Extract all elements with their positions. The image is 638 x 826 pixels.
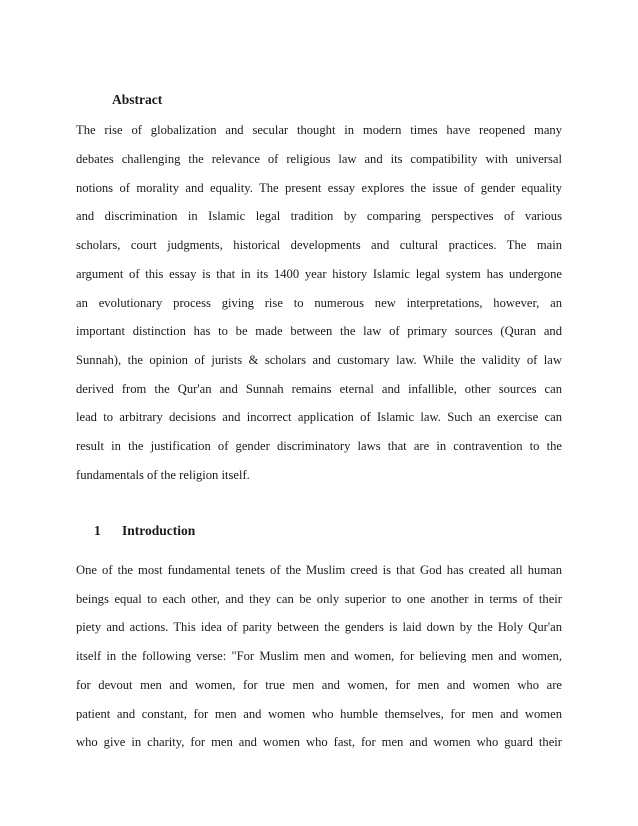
abstract-line: fundamentals of the religion itself.: [76, 468, 250, 482]
abstract-line: important distinction has to be made between the law of primary sources (Quran and: [76, 324, 562, 338]
abstract-line: The rise of globalization and secular thought in modern times have reopened many: [76, 123, 562, 137]
section-number: 1: [94, 523, 101, 538]
abstract-line: lead to arbitrary decisions and incorrect application of Islamic law. Such an exercise can: [76, 410, 562, 424]
abstract-line: argument of this essay is that in its 1400 year history Islamic legal system has undergone: [76, 267, 562, 281]
abstract-line: scholars, court judgments, historical developments and cultural practices. The main: [76, 238, 562, 252]
abstract-line: result in the justification of gender discriminatory laws that are in contravention to the: [76, 439, 562, 453]
intro-line: patient and constant, for men and women who humble themselves, for men and women: [76, 707, 562, 721]
abstract-line: an evolutionary process giving rise to numerous new interpretations, however, an: [76, 296, 562, 310]
intro-line: who give in charity, for men and women who fast, for men and women who guard their: [76, 735, 562, 749]
intro-line: itself in the following verse: "For Muslim men and women, for believing men and women,: [76, 649, 562, 663]
intro-line: for devout men and women, for true men and women, for men and women who are: [76, 678, 562, 692]
abstract-line: notions of morality and equality. The present essay explores the issue of gender equality: [76, 181, 562, 195]
intro-line: piety and actions. This idea of parity between the genders is laid down by the Holy Qur'an: [76, 620, 562, 634]
abstract-line: derived from the Qur'an and Sunnah remains eternal and infallible, other sources can: [76, 382, 562, 396]
abstract-line: debates challenging the relevance of religious law and its compatibility with universal: [76, 152, 562, 166]
intro-line: beings equal to each other, and they can be only superior to one another in terms of their: [76, 592, 562, 606]
abstract-heading: Abstract: [112, 92, 163, 107]
introduction-heading: Introduction: [122, 523, 196, 538]
intro-line: One of the most fundamental tenets of the Muslim creed is that God has created all human: [76, 563, 562, 577]
abstract-line: Sunnah), the opinion of jurists & scholars and customary law. While the validity of law: [76, 353, 562, 367]
abstract-line: and discrimination in Islamic legal tradition by comparing perspectives of various: [76, 209, 562, 223]
